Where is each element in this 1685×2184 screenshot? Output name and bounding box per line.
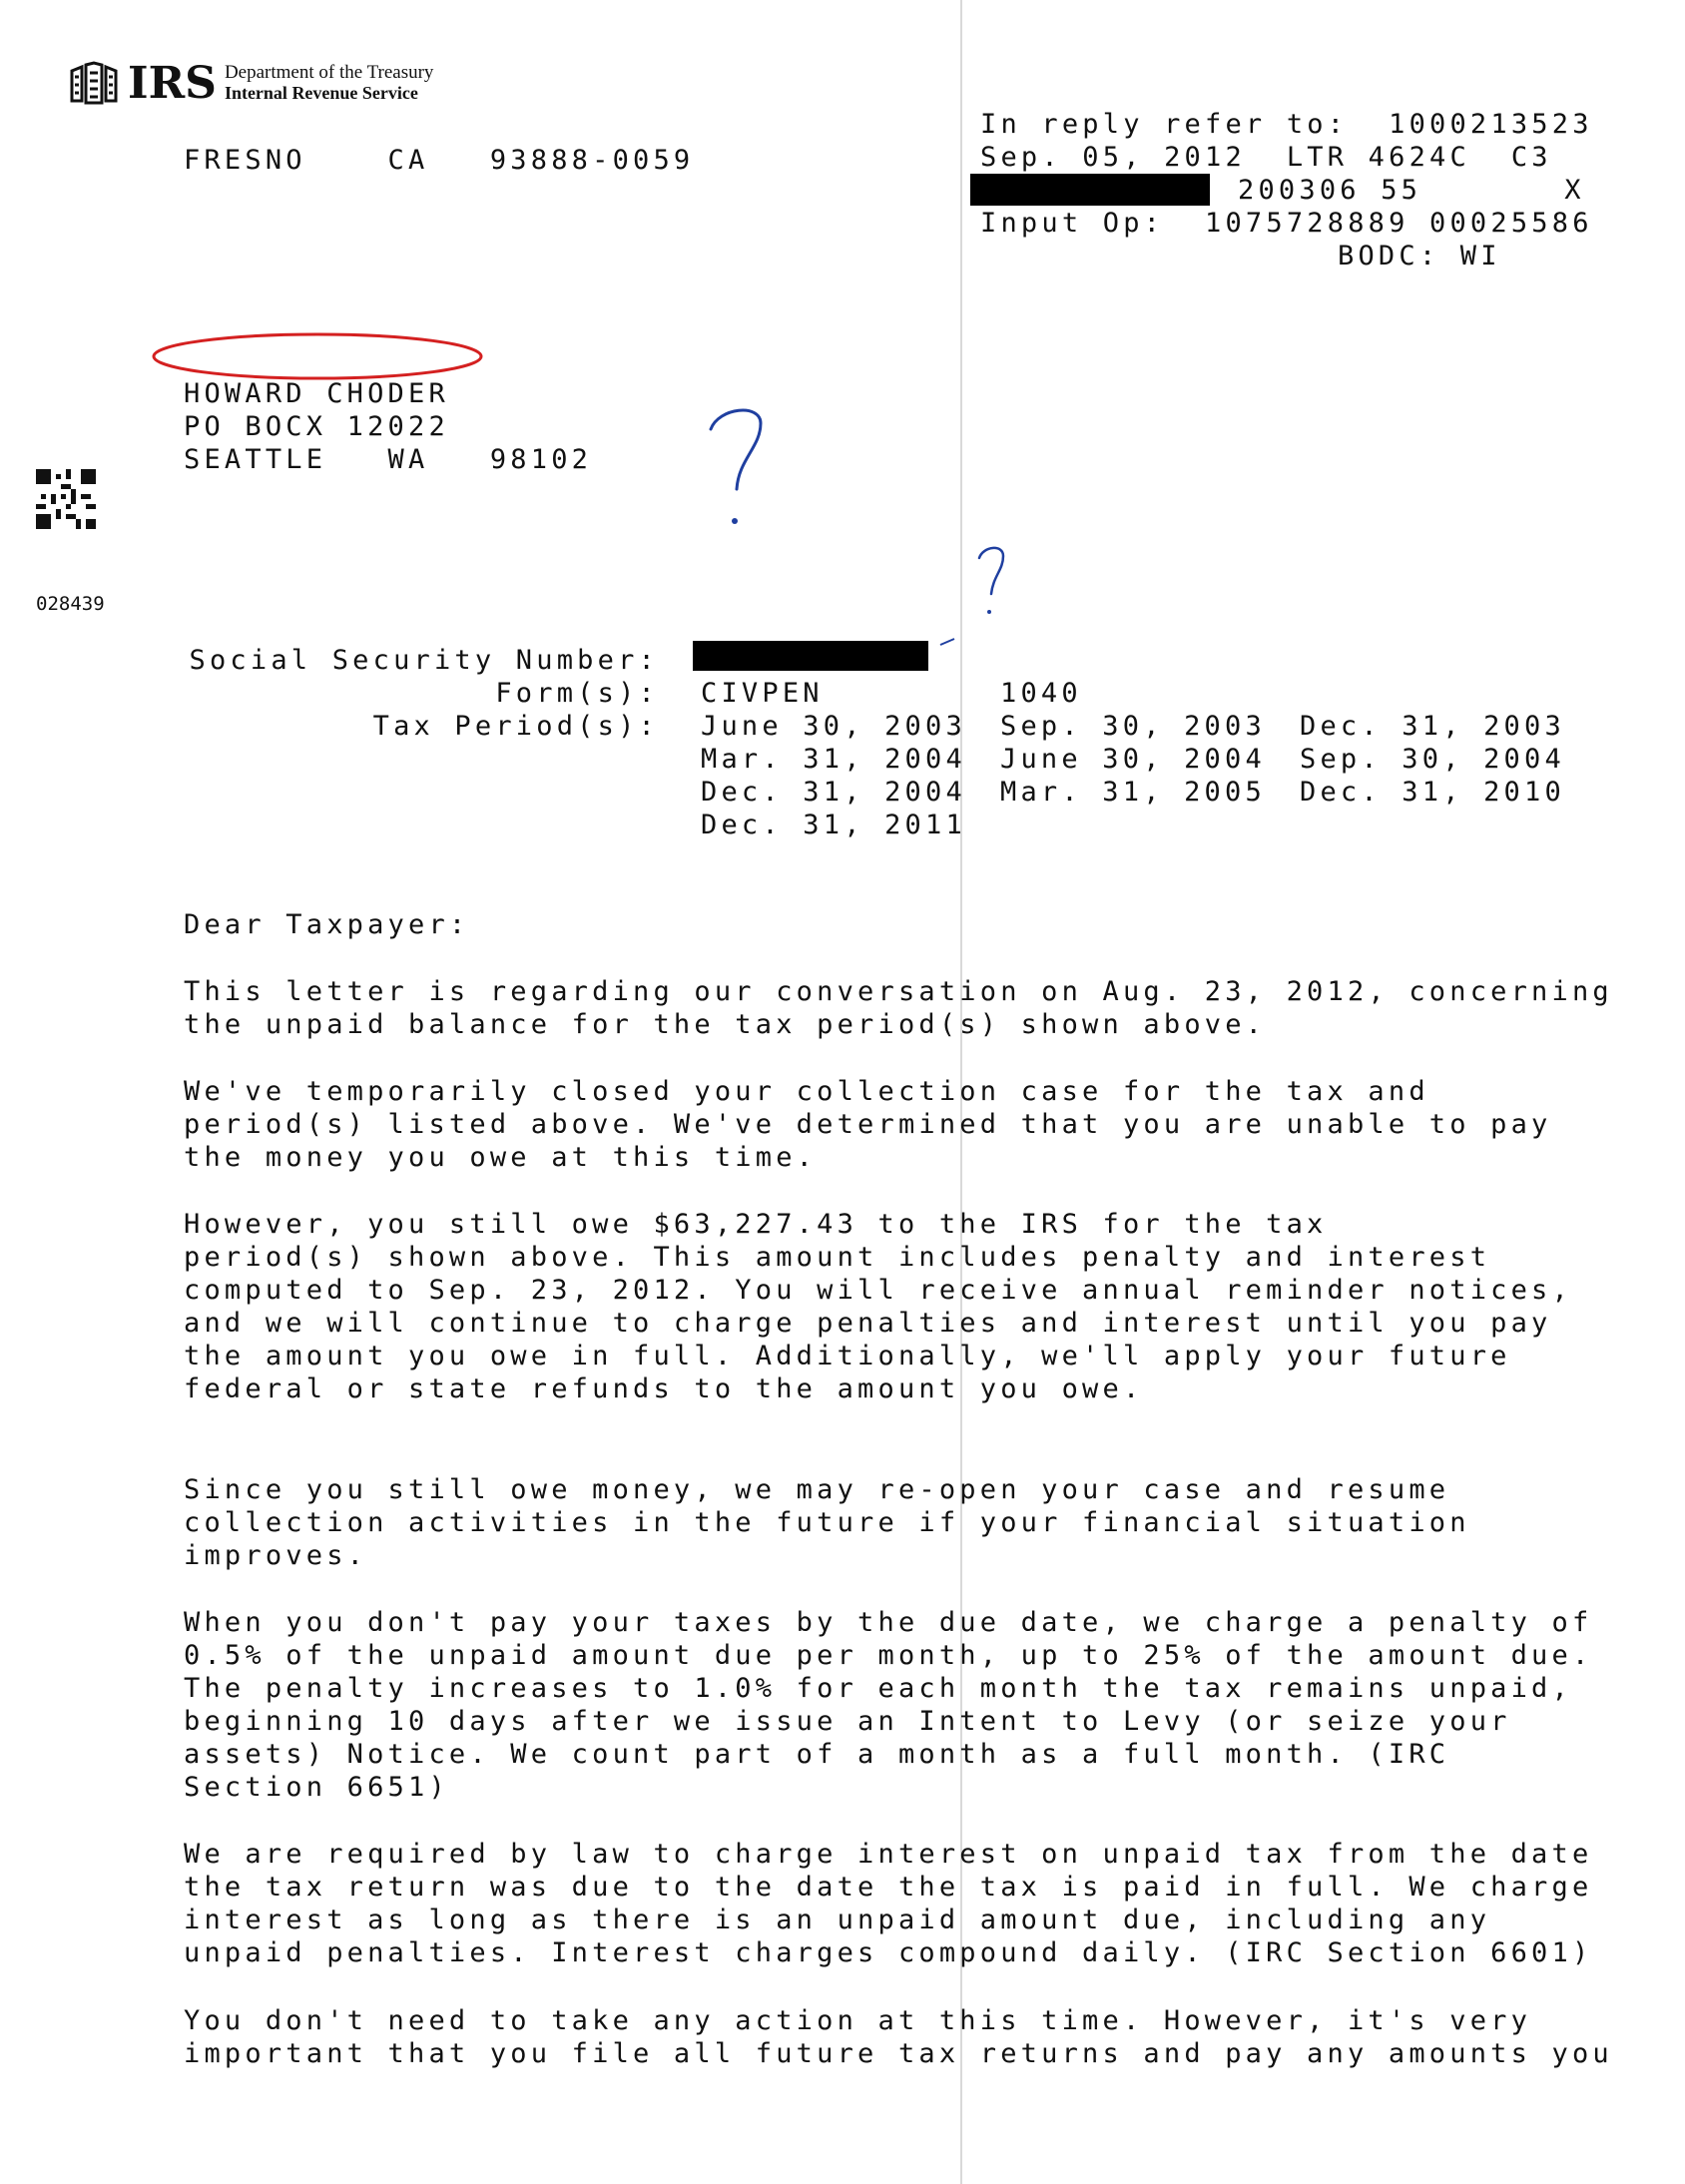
reference-line-1: In reply refer to: 1000213523 [980,109,1593,140]
tax-period-3-2: Mar. 31, 2005 [1000,777,1266,808]
ssn-label: Social Security Number: [189,645,659,676]
handwritten-question-mark-2 [973,544,1023,624]
tax-period-label: Tax Period(s): [372,711,659,742]
paragraph-3: However, you still owe $63,227.43 to the IRS for the tax period(s) shown above. This amount includes penalty and interest computed to Sep. 23, 2012. You will receive annual reminder notices, and we will continue to charge penalties and interest until you pay the amount you owe in full. Additionally, we'll apply your future federal or state refunds to the amount you owe. [184,1209,1572,1404]
barcode-icon [36,469,96,529]
reference-line-3: 200306 55 X [1238,175,1585,206]
department-line-1: Department of the Treasury [224,62,434,83]
paragraph-7: You don't need to take any action at this time. However, it's very important that you file all future tax returns and pay any amounts you [184,2005,1613,2069]
tax-period-2-3: Sep. 30, 2004 [1300,744,1565,775]
recipient-address-1: PO BOCX 12022 [184,411,449,442]
salutation: Dear Taxpayer: [184,909,470,940]
reference-line-4: Input Op: 1075728889 00025586 [980,208,1593,239]
reference-line-2: Sep. 05, 2012 LTR 4624C C3 [980,142,1552,173]
side-code: 028439 [36,593,105,615]
irs-eagle-icon [68,61,120,107]
department-line-2: Internal Revenue Service [224,83,418,103]
tax-period-3-3: Dec. 31, 2010 [1300,777,1565,808]
recipient-name: HOWARD CHODER [184,378,449,409]
form-value-1: CIVPEN [701,678,824,709]
tax-period-2-2: June 30, 2004 [1000,744,1266,775]
reference-line-5: BODC: WI [1338,241,1501,272]
paragraph-1: This letter is regarding our conversation on Aug. 23, 2012, concerning the unpaid balance for the tax period(s) shown above. [184,976,1613,1040]
tax-period-1-1: June 30, 2003 [701,711,966,742]
pen-tick-mark [938,635,958,649]
tax-period-1-2: Sep. 30, 2003 [1000,711,1266,742]
tax-period-3-1: Dec. 31, 2004 [701,777,966,808]
redaction-bar [970,174,1210,206]
paragraph-6: We are required by law to charge interest on unpaid tax from the date the tax return was due to the date the tax is paid in full. We charge interest as long as there is an unpaid amount due, including any unpaid penalties. Interest charges compound daily. (IRC Section 6601) [184,1839,1593,1968]
department-name [225,63,433,104]
form-value-2: 1040 [1000,678,1082,709]
form-label: Form(s): [495,678,659,709]
irs-logo-text: IRS [128,58,217,109]
tax-period-2-1: Mar. 31, 2004 [701,744,966,775]
ssn-redaction [693,641,928,671]
paragraph-5: When you don't pay your taxes by the due date, we charge a penalty of 0.5% of the unpaid amount due per month, up to 25% of the amount due. The penalty increases to 1.0% for each month the tax remains unpaid, beginning 10 days after we issue an Intent to Levy (or seize your assets) Notice. We count part of a month as a full month. (IRC Section 6651) [184,1607,1593,1803]
recipient-address-2: SEATTLE WA 98102 [184,444,593,475]
tax-period-1-3: Dec. 31, 2003 [1300,711,1565,742]
red-circle-annotation [150,329,489,383]
tax-period-4-1: Dec. 31, 2011 [701,810,966,840]
paragraph-2: We've temporarily closed your collection case for the tax and period(s) listed above. We've determined that you are unable to pay the money you owe at this time. [184,1076,1552,1173]
sender-city-line: FRESNO CA 93888-0059 [184,145,695,176]
handwritten-question-mark-1 [699,399,779,539]
irs-logo [68,58,433,109]
paragraph-4: Since you still owe money, we may re-open your case and resume collection activities in the future if your financial situation improves. [184,1474,1470,1571]
